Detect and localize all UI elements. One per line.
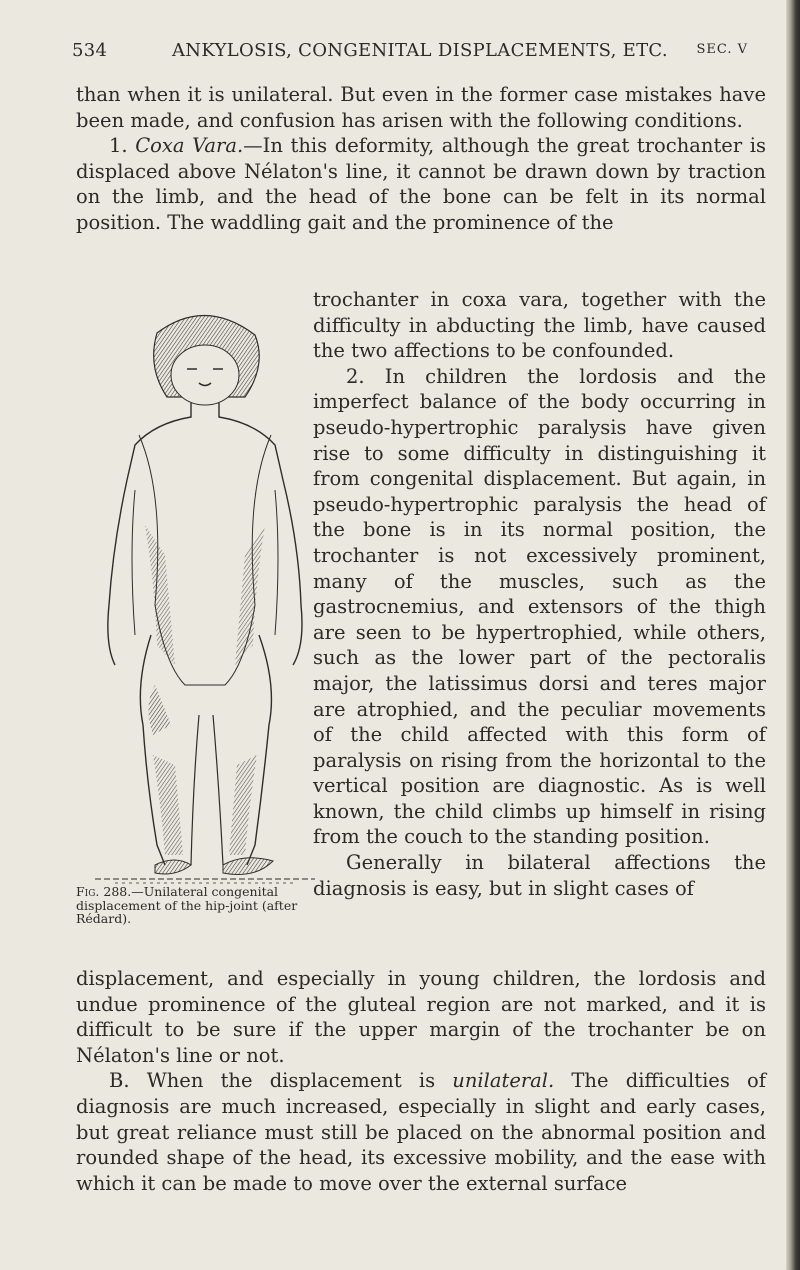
term-coxa-vara: Coxa Vara.	[135, 134, 244, 158]
paragraph-displacement: displacement, and especially in young children, the lordosis and undue prominence of the gluteal region are not marked, and it is difficult to be sure if the upper margin of the trochanter be on Nélaton's line or not.	[76, 967, 766, 1067]
paragraph-pseudo-hypertrophic: 2. In children the lordosis and the imperfect balance of the body occurring in pseudo-hypertrophic paralysis have given rise to some difficulty in distinguishing it from congenital displacement. But again, in pseudo-hypertrophic paralysis the head of the bone is in its normal position, the trochanter is not excessively prominent, many of the muscles, such as the gastrocnemius, and extensors of the thigh are seen to be hypertrophied, while others, such as the lower part of the pectoralis major, the latissimus dorsi and teres major are atrophied, and the peculiar movements of the child affected with this form of paralysis on rising from the horizontal to the vertical position are diagnostic. As is well known, the child climbs up himself in rising from the couch to the standing position.	[313, 364, 766, 849]
list-number: 1.	[109, 134, 128, 158]
term-unilateral: unilateral.	[452, 1069, 555, 1093]
paragraph-unilateral	[76, 1068, 766, 1196]
paragraph-intro: than when it is unilateral. But even in the former case mistakes have been made, and confusion has arisen with the following conditions.	[76, 83, 766, 132]
section-label: SEC. V	[696, 42, 748, 57]
paragraph-coxa-vara	[76, 133, 766, 235]
side-column	[313, 287, 766, 901]
unilateral-prefix: B. When the displacement is	[109, 1069, 453, 1093]
page-edge	[786, 0, 800, 1270]
figure-label: Fig. 288.	[76, 884, 132, 899]
figure-caption-text: —Unilateral congenital displacement of the hip-joint (after Rédard).	[76, 884, 298, 926]
running-title: ANKYLOSIS, CONGENITAL DISPLACEMENTS, ETC.	[172, 40, 668, 61]
paragraph-coxa-vara-cont: trochanter in coxa vara, together with the difficulty in abducting the limb, have caused the two affections to be confounded.	[313, 288, 766, 363]
running-head	[72, 40, 748, 64]
bottom-paragraphs	[76, 966, 766, 1196]
paragraph-bilateral: Generally in bilateral affections the diagnosis is easy, but in slight cases of	[313, 851, 766, 900]
figure-illustration	[95, 305, 315, 885]
top-paragraphs	[76, 82, 766, 236]
unilateral-text: The difficulties of diagnosis are much increased, especially in slight and early cases, but great reliance must still be placed on the abnormal position and rounded shape of the head, its excessive mobility, and the ease with which it can be made to move over the external surface	[76, 1069, 766, 1195]
page-number: 534	[72, 40, 108, 61]
figure-caption	[76, 885, 298, 926]
coxa-vara-text: —In this deformity, although the great trochanter is displaced above Nélaton's line, it cannot be drawn down by traction on the limb, and the head of the bone can be felt in its normal position. The waddling gait and the prominence of the	[76, 134, 766, 234]
